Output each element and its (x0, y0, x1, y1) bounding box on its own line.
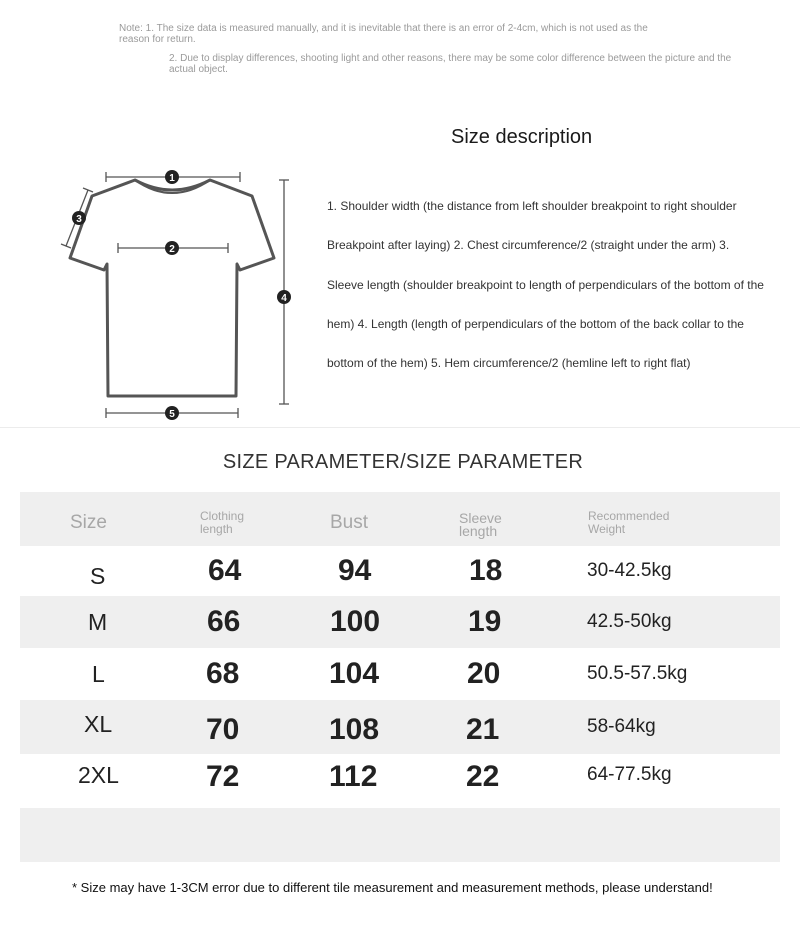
tshirt-outline (70, 180, 274, 396)
length-cell: 70 (206, 713, 240, 746)
header-clothing-line1: Clothing (200, 509, 245, 523)
tshirt-measurement-diagram (52, 160, 302, 430)
weight-cell: 30-42.5kg (587, 560, 672, 581)
size-cell: 2XL (78, 761, 119, 788)
svg-text:3: 3 (76, 214, 82, 225)
svg-text:1: 1 (169, 173, 175, 184)
table-row (20, 700, 780, 754)
weight-cell: 64-77.5kg (587, 764, 672, 785)
svg-text:4: 4 (281, 293, 287, 304)
header-recommended-weight (588, 496, 669, 550)
size-description-title: Size description (451, 126, 593, 148)
sleeve-cell: 21 (466, 713, 500, 746)
weight-cell: 42.5-50kg (587, 611, 672, 632)
footer-disclaimer: * Size may have 1-3CM error due to different tile measurement and measurement methods, please understand! (72, 880, 713, 895)
size-description-text: 1. Shoulder width (the distance from left shoulder breakpoint to right shoulder Breakpoint after laying) 2. Chest circumference/2 (straight under the arm) 3. Sleeve length (shoulder breakpoint to length of perpendiculars of the bottom of the hem) 4. Length (length of perpendiculars of the bottom of the back collar to the bottom of the hem) 5. Hem circumference/2 (hemline left to right flat) (327, 199, 764, 371)
header-sleeve-length (459, 498, 502, 552)
bust-cell: 104 (329, 657, 380, 690)
marker-2 (165, 241, 179, 255)
size-cell: M (88, 608, 108, 635)
bust-cell: 112 (329, 760, 378, 793)
svg-text:5: 5 (169, 409, 175, 420)
note-1: Note: 1. The size data is measured manually, and it is inevitable that there is an error of 2-4cm, which is not used as the reason for return. (119, 23, 648, 45)
table-row (20, 546, 780, 596)
size-cell: S (90, 562, 106, 589)
header-clothing-length (200, 496, 244, 550)
weight-cell: 58-64kg (587, 716, 656, 737)
length-cell: 64 (208, 554, 242, 587)
bust-cell: 108 (329, 713, 380, 746)
header-sleeve-line2: length (459, 523, 498, 539)
header-bust: Bust (330, 512, 369, 533)
size-cell: XL (84, 710, 113, 737)
table-row (20, 754, 780, 808)
header-weight-line2: Weight (588, 522, 626, 536)
marker-1 (165, 170, 179, 184)
disclaimer-notes (119, 23, 759, 75)
table-row (20, 596, 780, 648)
size-parameter-title: SIZE PARAMETER/SIZE PARAMETER (222, 451, 584, 473)
length-cell: 66 (207, 605, 241, 638)
sleeve-cell: 20 (467, 657, 501, 690)
length-cell: 68 (206, 657, 240, 690)
note-2: 2. Due to display differences, shooting light and other reasons, there may be some color difference between the picture and the actual object. (169, 53, 732, 75)
table-header-row (20, 492, 780, 546)
weight-cell: 50.5-57.5kg (587, 663, 688, 684)
header-sleeve-line1: Sleeve (459, 510, 502, 526)
sleeve-cell: 18 (469, 554, 503, 587)
bust-cell: 94 (338, 554, 372, 587)
table-empty-row (20, 808, 780, 862)
length-cell: 72 (206, 760, 240, 793)
header-clothing-line2: length (200, 522, 233, 536)
marker-5 (165, 406, 179, 420)
marker-4 (277, 290, 291, 304)
size-table (20, 492, 780, 862)
marker-3 (72, 211, 86, 225)
table-row (20, 648, 780, 700)
svg-text:2: 2 (169, 244, 175, 255)
bust-cell: 100 (330, 605, 381, 638)
size-cell: L (92, 660, 105, 687)
sleeve-cell: 22 (466, 760, 500, 793)
header-weight-line1: Recommended (588, 509, 670, 523)
sleeve-cell: 19 (468, 605, 502, 638)
header-size: Size (70, 512, 107, 533)
